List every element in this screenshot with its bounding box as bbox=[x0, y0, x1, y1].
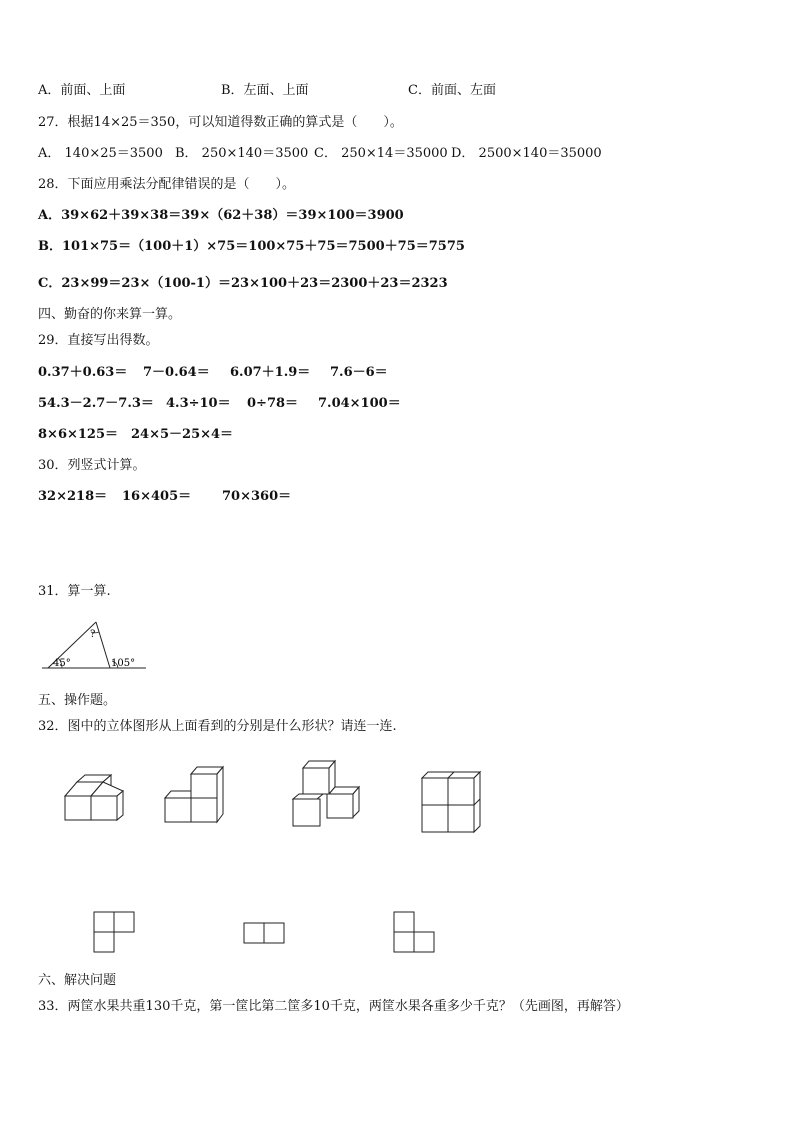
q29-item: 54.3－2.7－7.3＝ bbox=[38, 396, 154, 411]
top-view-2 bbox=[242, 921, 288, 945]
solid-figure-3 bbox=[290, 759, 362, 829]
q29-row-1 bbox=[38, 365, 388, 381]
q28-option-a: A．39×62＋39×38＝39×（62＋38）＝39×100＝3900 bbox=[38, 208, 404, 223]
q29-item: 7－0.64＝ bbox=[143, 365, 210, 380]
q26-option-b: B．左面、上面 bbox=[221, 83, 309, 98]
q26-option-c: C．前面、左面 bbox=[408, 83, 496, 98]
solid-figure-2 bbox=[162, 764, 230, 828]
q30-item: 32×218＝ bbox=[38, 489, 108, 504]
q27-stem: 27．根据14×25＝350，可以知道得数正确的算式是（ ）。 bbox=[38, 115, 403, 130]
q27-options bbox=[38, 146, 602, 162]
q29-item: 7.6－6＝ bbox=[330, 365, 388, 380]
q29-item: 8×6×125＝ bbox=[38, 427, 119, 442]
triangle-figure bbox=[38, 618, 148, 674]
q29-item: 24×5－25×4＝ bbox=[131, 427, 234, 442]
q29-row-3 bbox=[38, 427, 233, 443]
q29-item: 7.04×100＝ bbox=[318, 396, 401, 411]
q26-option-a: A．前面、上面 bbox=[38, 83, 126, 98]
q28-option-b: B．101×75＝（100＋1）×75＝100×75＋75＝7500＋75＝7575 bbox=[38, 239, 465, 254]
q26-options bbox=[38, 83, 496, 99]
q27-option-b: B． 250×140＝3500 bbox=[175, 146, 309, 161]
q29-item: 6.07＋1.9＝ bbox=[230, 365, 311, 380]
solid-figure-4 bbox=[418, 770, 484, 834]
q32-stem: 32．图中的立体图形从上面看到的分别是什么形状？请连一连. bbox=[38, 719, 397, 734]
q28-stem: 28．下面应用乘法分配律错误的是（ ）。 bbox=[38, 177, 296, 192]
q29-row-2 bbox=[38, 396, 401, 412]
q29-item: 0.37＋0.63＝ bbox=[38, 365, 128, 380]
q27-option-d: D． 2500×140＝35000 bbox=[451, 146, 602, 161]
q30-items bbox=[38, 489, 291, 505]
section-5-title: 五、操作题。 bbox=[38, 693, 117, 708]
top-view-3 bbox=[392, 910, 438, 954]
q31-stem: 31．算一算. bbox=[38, 584, 111, 599]
q30-item: 70×360＝ bbox=[222, 489, 292, 504]
angle-45-label: 45° bbox=[53, 658, 71, 669]
q29-item: 0÷78＝ bbox=[247, 396, 299, 411]
top-view-1 bbox=[92, 910, 138, 954]
section-4-title: 四、勤奋的你来算一算。 bbox=[38, 307, 182, 322]
q27-option-c: C． 250×14＝35000 bbox=[314, 146, 448, 161]
angle-105-label: 105° bbox=[111, 658, 136, 669]
q30-stem: 30．列竖式计算。 bbox=[38, 458, 146, 473]
section-6-title: 六、解决问题 bbox=[38, 973, 117, 988]
q28-option-c: C．23×99＝23×（100-1）＝23×100＋23＝2300＋23＝2323 bbox=[38, 276, 448, 291]
q29-stem: 29．直接写出得数。 bbox=[38, 333, 159, 348]
q30-item: 16×405＝ bbox=[122, 489, 192, 504]
unknown-angle-label: ? bbox=[90, 629, 96, 640]
q33-stem: 33．两筐水果共重130千克，第一筐比第二筐多10千克，两筐水果各重多少千克？（先画图，再解答） bbox=[38, 999, 629, 1014]
q27-option-a: A． 140×25＝3500 bbox=[38, 146, 163, 161]
q29-item: 4.3÷10＝ bbox=[166, 396, 231, 411]
solid-figure-1 bbox=[60, 775, 130, 827]
